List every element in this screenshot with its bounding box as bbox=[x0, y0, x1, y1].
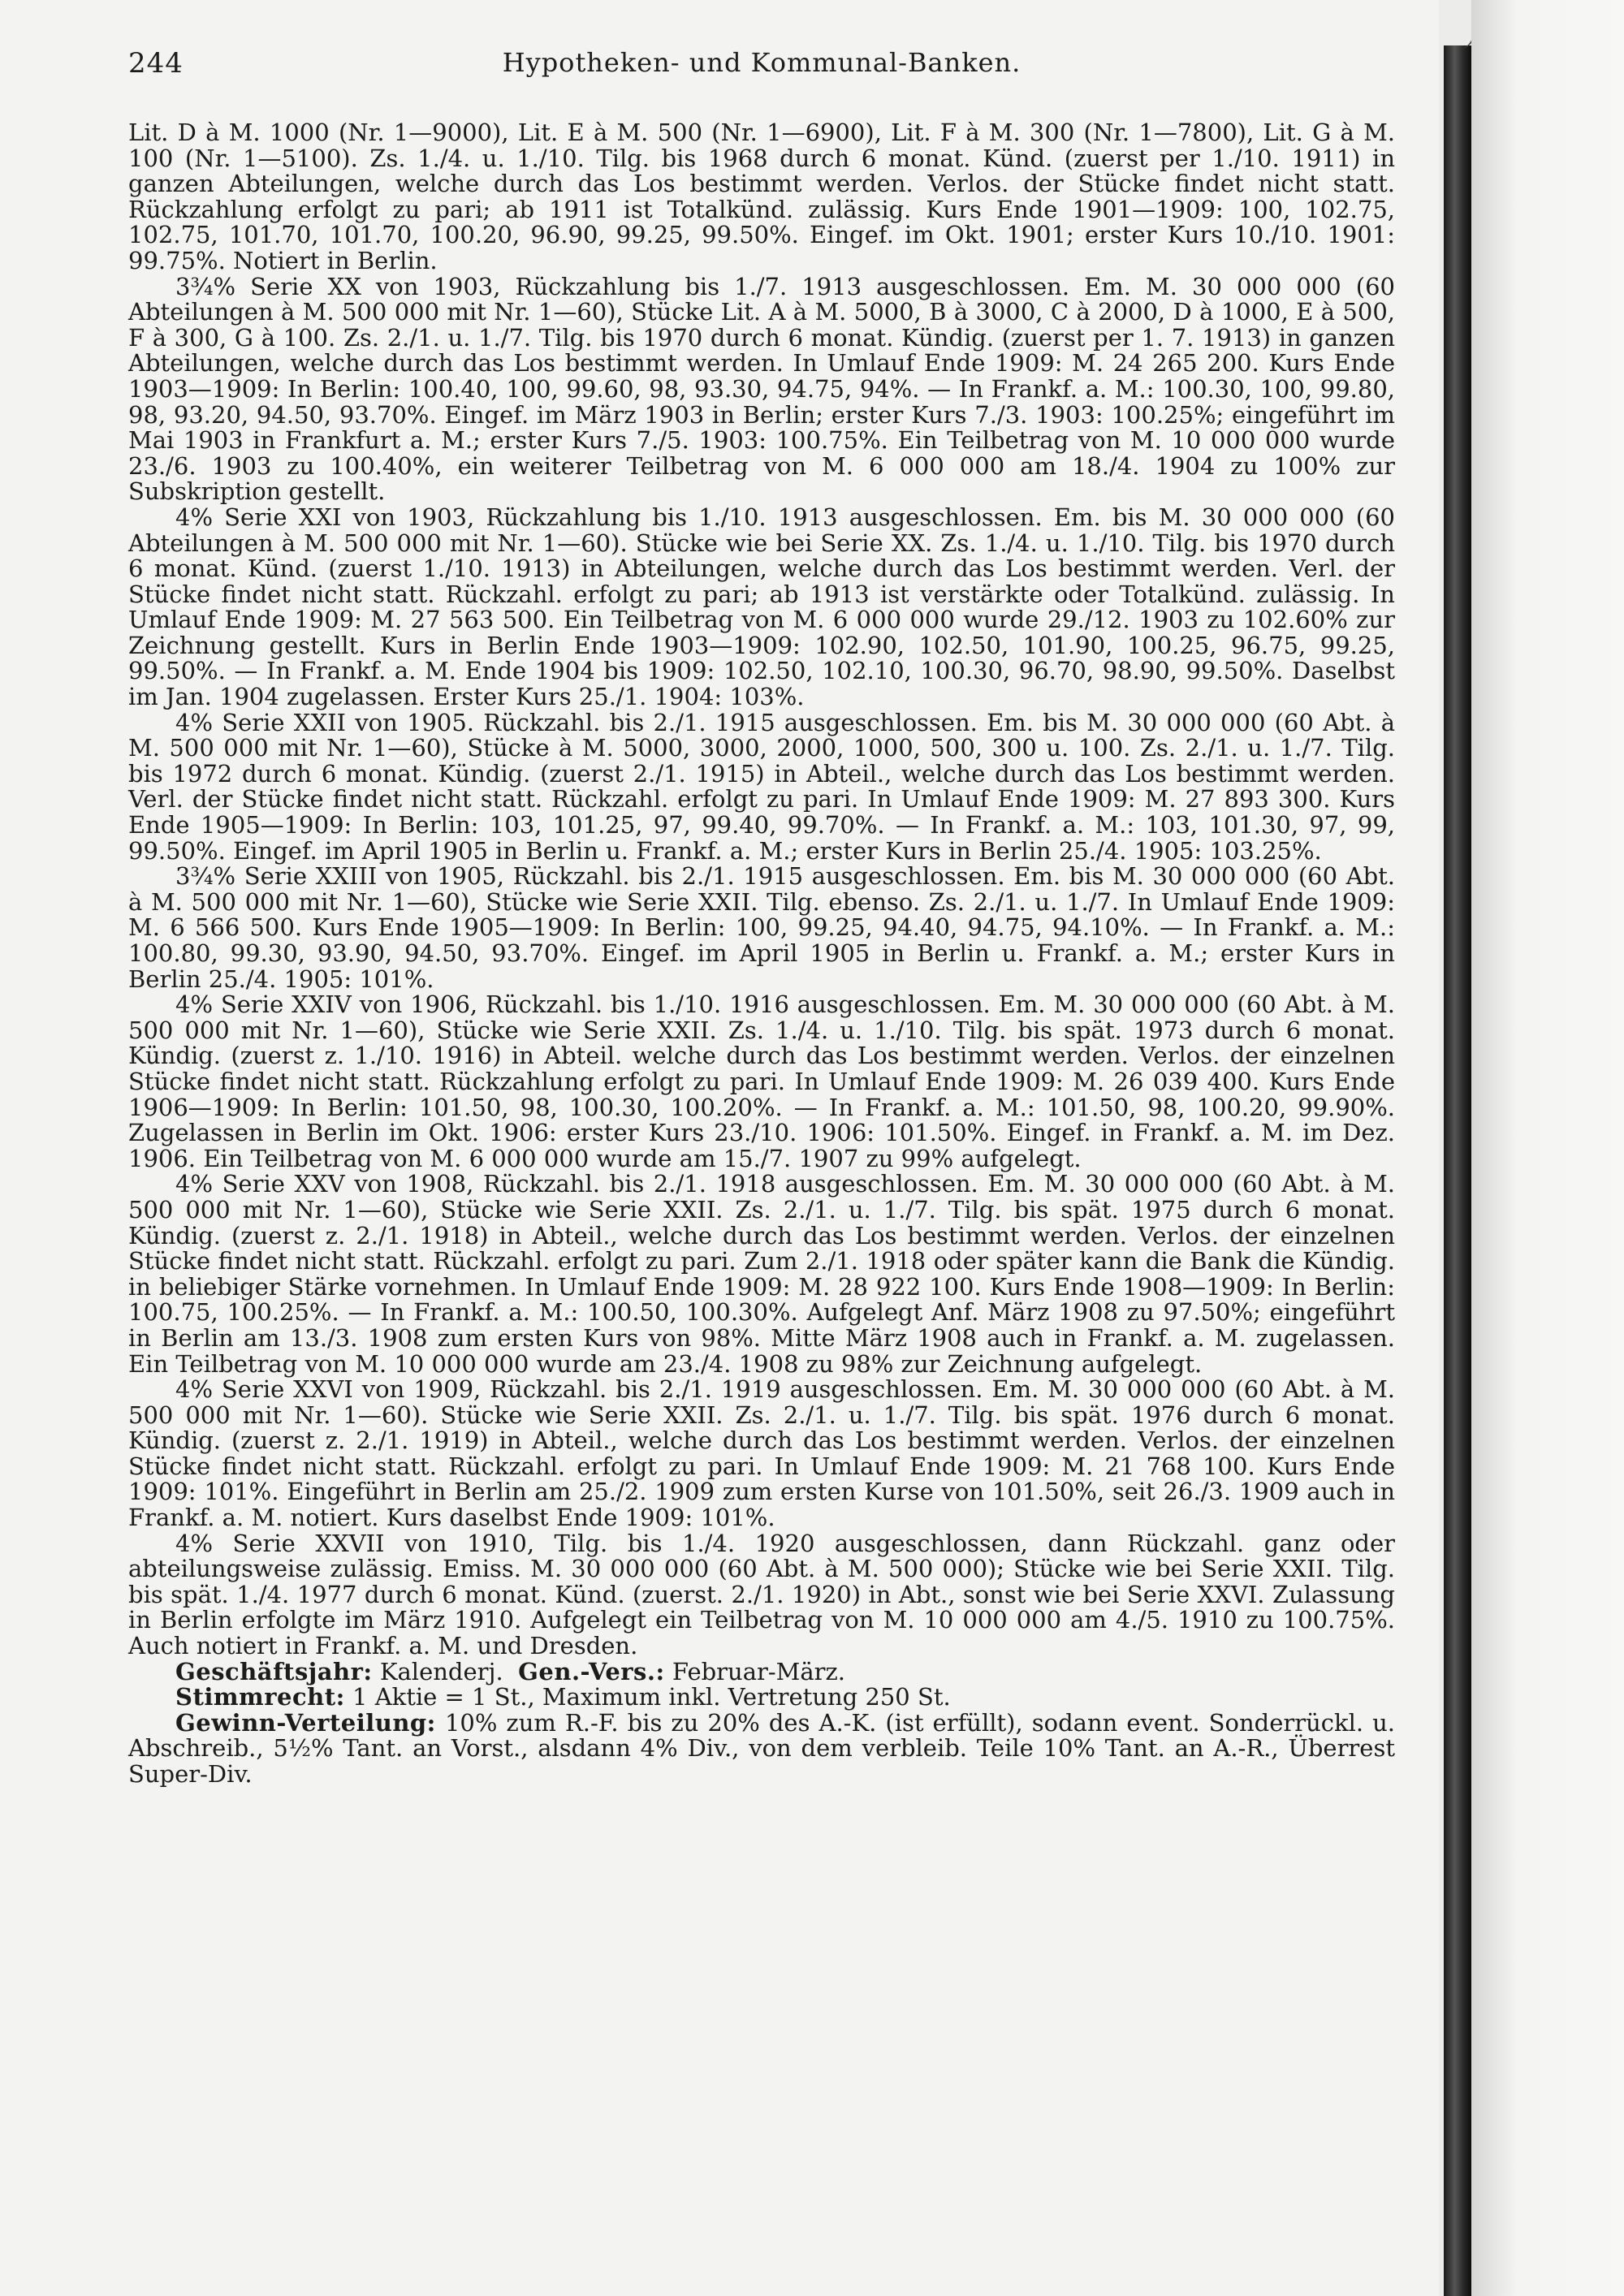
value-gewinn-verteilung: 10% zum R.-F. bis zu 20% des A.-K. (ist erfüllt), sodann event. Sonderrückl. u. Abschreib., 5½% Tant. an Vorst., alsdann 4% Div., von dem verbleib. Teile 10% Tant. an A.-R., Überrest Super-Div. bbox=[128, 1708, 1395, 1788]
paragraph-serie-xxvii: 4% Serie XXVII von 1910, Tilg. bis 1./4. 1920 ausgeschlossen, dann Rückzahl. ganz oder abteilungsweise zulässig. Emiss. M. 30 000 000 (60 Abt. à M. 500 000); Stücke wie bei Serie XXII. Tilg. bis spät. 1./4. 1977 durch 6 monat. Künd. (zuerst. 2./1. 1920) in Abt., sonst wie bei Serie XXVI. Zulassung in Berlin erfolgte im März 1910. Aufgelegt ein Teilbetrag von M. 10 000 000 am 4./5. 1910 zu 100.75%. Auch notiert in Frankf. a. M. und Dresden. bbox=[128, 1529, 1395, 1660]
paragraph-serie-xxvi: 4% Serie XXVI von 1909, Rückzahl. bis 2./1. 1919 ausgeschlossen. Em. M. 30 000 000 (60 Abt. à M. 500 000 mit Nr. 1—60). Stücke wie Serie XXII. Zs. 2./1. u. 1./7. Tilg. bis spät. 1976 durch 6 monat. Kündig. (zuerst z. 2./1. 1919) in Abteil., welche durch das Los bestimmt werden. Verlos. der einzelnen Stücke findet nicht statt. Rückzahl. erfolgt zu pari. In Umlauf Ende 1909: M. 21 768 100. Kurs Ende 1909: 101%. Eingeführt in Berlin am 25./2. 1909 zum ersten Kurse von 101.50%, seit 26./3. 1909 auch in Frankf. a. M. notiert. Kurs daselbst Ende 1909: 101%. bbox=[128, 1375, 1395, 1532]
value-stimmrecht: 1 Aktie = 1 St., Maximum inkl. Vertretung 250 St. bbox=[344, 1683, 951, 1711]
value-gen-vers: Februar-März. bbox=[664, 1657, 846, 1685]
paragraph-serie-xxiv: 4% Serie XXIV von 1906, Rückzahl. bis 1./10. 1916 ausgeschlossen. Em. M. 30 000 000 (60 Abt. à M. 500 000 mit Nr. 1—60), Stücke wie Serie XXII. Zs. 1./4. u. 1./10. Tilg. bis spät. 1973 durch 6 monat. Kündig. (zuerst z. 1./10. 1916) in Abteil. welche durch das Los bestimmt werden. Verlos. der einzelnen Stücke findet nicht statt. Rückzahlung erfolgt zu pari. In Umlauf Ende 1909: M. 26 039 400. Kurs Ende 1906—1909: In Berlin: 101.50, 98, 100.30, 100.20%. — In Frankf. a. M.: 101.50, 98, 100.20, 99.90%. Zugelassen in Berlin im Okt. 1906: erster Kurs 23./10. 1906: 101.50%. Eingef. in Frankf. a. M. im Dez. 1906. Ein Teilbetrag von M. 6 000 000 wurde am 15./7. 1907 zu 99% aufgelegt. bbox=[128, 990, 1395, 1172]
value-geschaeftsjahr: Kalenderj. bbox=[372, 1657, 503, 1685]
paragraph-serie-xxiii: 3¾% Serie XXIII von 1905, Rückzahl. bis 2./1. 1915 ausgeschlossen. Em. bis M. 30 000 000 (60 Abt. à M. 500 000 mit Nr. 1—60), Stücke wie Serie XXII. Tilg. ebenso. Zs. 2./1. u. 1./7. In Umlauf Ende 1909: M. 6 566 500. Kurs Ende 1905—1909: In Berlin: 100, 99.25, 94.40, 94.75, 94.10%. — In Frankf. a. M.: 100.80, 99.30, 93.90, 94.50, 93.70%. Eingef. im April 1905 in Berlin u. Frankf. a. M.; erster Kurs in Berlin 25./4. 1905: 101%. bbox=[128, 862, 1395, 993]
book-binding-edge bbox=[1444, 45, 1471, 2296]
footer-line-geschaeftsjahr bbox=[128, 1659, 1395, 1685]
page-header bbox=[128, 47, 1395, 96]
label-stimmrecht: Stimmrecht: bbox=[175, 1683, 345, 1711]
label-gewinn-verteilung: Gewinn-Verteilung: bbox=[175, 1708, 436, 1737]
label-gen-vers: Gen.-Vers.: bbox=[518, 1657, 665, 1685]
paragraph-continued: Lit. D à M. 1000 (Nr. 1—9000), Lit. E à M. 500 (Nr. 1—6900), Lit. F à M. 300 (Nr. 1—7800), Lit. G à M. 100 (Nr. 1—5100). Zs. 1./4. u. 1./10. Tilg. bis 1968 durch 6 monat. Künd. (zuerst per 1./10. 1911) in ganzen Abteilungen, welche durch das Los bestimmt werden. Verlos. der Stücke findet nicht statt. Rückzahlung erfolgt zu pari; ab 1911 ist Totalkünd. zulässig. Kurs Ende 1901—1909: 100, 102.75, 102.75, 101.70, 101.70, 100.20, 96.90, 99.25, 99.50%. Eingef. im Okt. 1901; erster Kurs 10./10. 1901: 99.75%. Notiert in Berlin. bbox=[128, 119, 1395, 274]
footer-line-stimmrecht bbox=[128, 1685, 1395, 1711]
paragraph-serie-xxii: 4% Serie XXII von 1905. Rückzahl. bis 2./1. 1915 ausgeschlossen. Em. bis M. 30 000 000 (60 Abt. à M. 500 000 mit Nr. 1—60), Stücke à M. 5000, 3000, 2000, 1000, 500, 300 u. 100. Zs. 2./1. u. 1./7. Tilg. bis 1972 durch 6 monat. Kündig. (zuerst 2./1. 1915) in Abteil., welche durch das Los bestimmt werden. Verl. der Stücke findet nicht statt. Rückzahl. erfolgt zu pari. In Umlauf Ende 1909: M. 27 893 300. Kurs Ende 1905—1909: In Berlin: 103, 101.25, 97, 99.40, 99.70%. — In Frankf. a. M.: 103, 101.30, 97, 99, 99.50%. Eingef. im April 1905 in Berlin u. Frankf. a. M.; erster Kurs in Berlin 25./4. 1905: 103.25%. bbox=[128, 708, 1395, 865]
running-head: Hypotheken- und Kommunal-Banken. bbox=[502, 47, 1021, 78]
page-body bbox=[128, 120, 1395, 1788]
paragraph-serie-xxv: 4% Serie XXV von 1908, Rückzahl. bis 2./1. 1918 ausgeschlossen. Em. M. 30 000 000 (60 Abt. à M. 500 000 mit Nr. 1—60), Stücke wie Serie XXII. Zs. 2./1. u. 1./7. Tilg. bis spät. 1975 durch 6 monat. Kündig. (zuerst z. 2./1. 1918) in Abteil., welche durch das Los bestimmt werden. Verlos. der einzelnen Stücke findet nicht statt. Rückzahl. erfolgt zu pari. Zum 2./1. 1918 oder später kann die Bank die Kündig. in beliebiger Stärke vornehmen. In Umlauf Ende 1909: M. 28 922 100. Kurs Ende 1908—1909: In Berlin: 100.75, 100.25%. — In Frankf. a. M.: 100.50, 100.30%. Aufgelegt Anf. März 1908 zu 97.50%; eingeführt in Berlin am 13./3. 1908 zum ersten Kurs von 98%. Mitte März 1908 auch in Frankf. a. M. zugelassen. Ein Teilbetrag von M. 10 000 000 wurde am 23./4. 1908 zu 98% zur Zeichnung aufgelegt. bbox=[128, 1170, 1395, 1378]
paragraph-serie-xx: 3¾% Serie XX von 1903, Rückzahlung bis 1./7. 1913 ausgeschlossen. Em. M. 30 000 000 (60 Abteilungen à M. 500 000 mit Nr. 1—60), Stücke Lit. A à M. 5000, B à 3000, C à 2000, D à 1000, E à 500, F à 300, G à 100. Zs. 2./1. u. 1./7. Tilg. bis 1970 durch 6 monat. Kündig. (zuerst per 1. 7. 1913) in ganzen Abteilungen, welche durch das Los bestimmt werden. In Umlauf Ende 1909: M. 24 265 200. Kurs Ende 1903—1909: In Berlin: 100.40, 100, 99.60, 98, 93.30, 94.75, 94%. — In Frankf. a. M.: 100.30, 100, 99.80, 98, 93.20, 94.50, 93.70%. Eingef. im März 1903 in Berlin; erster Kurs 7./3. 1903: 100.25%; eingeführt im Mai 1903 in Frankfurt a. M.; erster Kurs 7./5. 1903: 100.75%. Ein Teilbetrag von M. 10 000 000 wurde 23./6. 1903 zu 100.40%, ein weiterer Teilbetrag von M. 6 000 000 am 18./4. 1904 zu 100% zur Subskription gestellt. bbox=[128, 272, 1395, 506]
paragraph-serie-xxi: 4% Serie XXI von 1903, Rückzahlung bis 1./10. 1913 ausgeschlossen. Em. bis M. 30 000 000 (60 Abteilungen à M. 500 000 mit Nr. 1—60). Stücke wie bei Serie XX. Zs. 1./4. u. 1./10. Tilg. bis 1970 durch 6 monat. Künd. (zuerst 1./10. 1913) in Abteilungen, welche durch das Los bestimmt werden. Verl. der Stücke findet nicht statt. Rückzahl. erfolgt zu pari; ab 1913 ist verstärkte oder Totalkünd. zulässig. In Umlauf Ende 1909: M. 27 563 500. Ein Teilbetrag von M. 6 000 000 wurde 29./12. 1903 zu 102.60% zur Zeichnung gestellt. Kurs in Berlin Ende 1903—1909: 102.90, 102.50, 101.90, 100.25, 96.75, 99.25, 99.50%. — In Frankf. a. M. Ende 1904 bis 1909: 102.50, 102.10, 100.30, 96.70, 98.90, 99.50%. Daselbst im Jan. 1904 zugelassen. Erster Kurs 25./1. 1904: 103%. bbox=[128, 503, 1395, 711]
footer-line-gewinn-verteilung bbox=[128, 1708, 1395, 1788]
label-geschaeftsjahr: Geschäftsjahr: bbox=[175, 1657, 373, 1685]
page-number: 244 bbox=[128, 47, 184, 80]
page-shadow bbox=[1471, 0, 1624, 2296]
